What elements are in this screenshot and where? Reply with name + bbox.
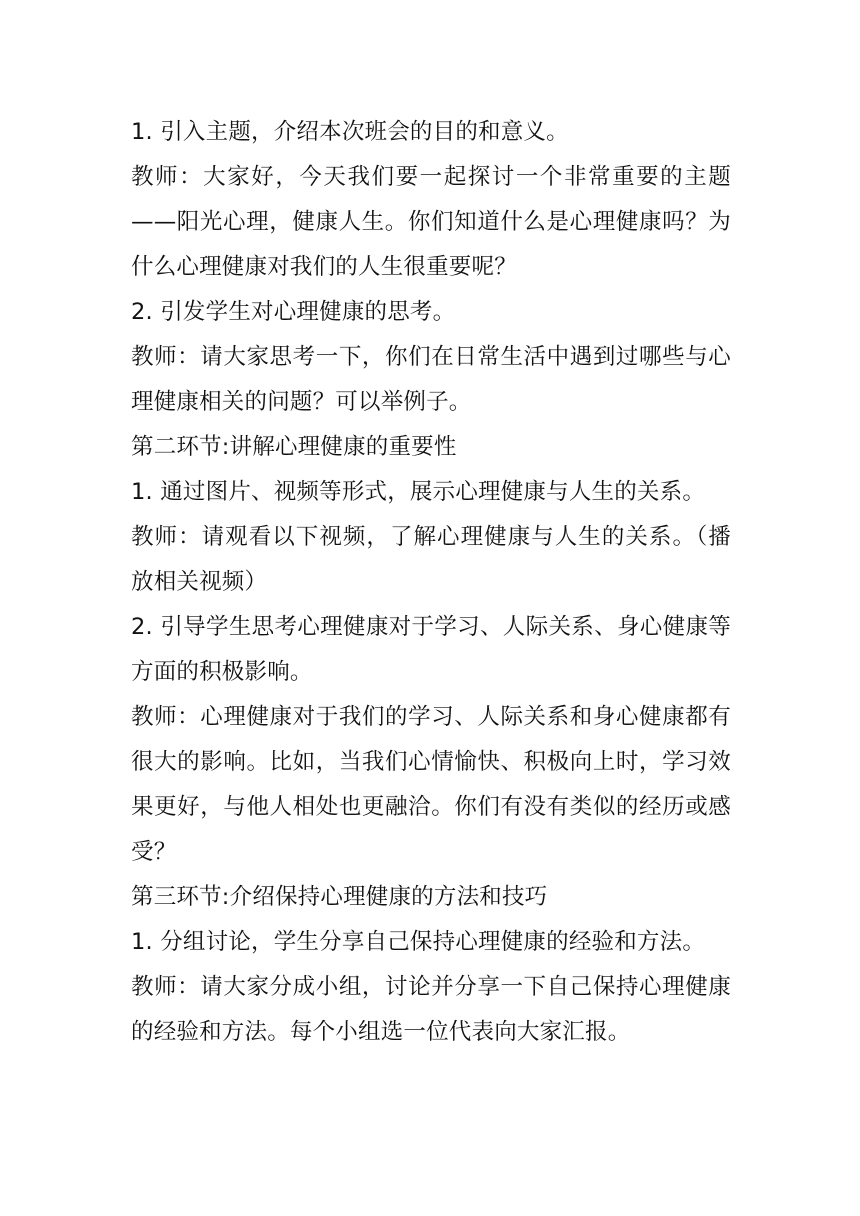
section-heading-part-two: 第二环节:讲解心理健康的重要性 bbox=[131, 434, 457, 460]
section-heading-part-three: 第三环节:介绍保持心理健康的方法和技巧 bbox=[131, 884, 548, 910]
step-item-introduce-topic: 1. 引入主题，介绍本次班会的目的和意义。 bbox=[131, 119, 569, 145]
teacher-speech-greeting: 教师：大家好，今天我们要一起探讨一个非常重要的主题——阳光心理，健康人生。你们知道什么是心理健康吗？为什么心理健康对我们的人生很重要呢？ bbox=[131, 164, 731, 280]
step-item-show-media: 1. 通过图片、视频等形式，展示心理健康与人生的关系。 bbox=[131, 479, 706, 505]
teacher-speech-impact: 教师：心理健康对于我们的学习、人际关系和身心健康都有很大的影响。比如，当我们心情愉快、积极向上时，学习效果更好，与他人相处也更融洽。你们有没有类似的经历或感受？ bbox=[131, 704, 731, 865]
document-body bbox=[131, 110, 731, 1055]
teacher-speech-video: 教师：请观看以下视频，了解心理健康与人生的关系。（播放相关视频） bbox=[131, 524, 731, 595]
step-item-guide-reflection: 2. 引导学生思考心理健康对于学习、人际关系、身心健康等方面的积极影响。 bbox=[131, 614, 731, 685]
teacher-speech-groups: 教师：请大家分成小组，讨论并分享一下自己保持心理健康的经验和方法。每个小组选一位代表向大家汇报。 bbox=[131, 974, 731, 1045]
teacher-speech-think: 教师：请大家思考一下，你们在日常生活中遇到过哪些与心理健康相关的问题？可以举例子。 bbox=[131, 344, 731, 415]
step-item-group-discussion: 1. 分组讨论，学生分享自己保持心理健康的经验和方法。 bbox=[131, 929, 706, 955]
step-item-prompt-thinking: 2. 引发学生对心理健康的思考。 bbox=[131, 299, 456, 325]
